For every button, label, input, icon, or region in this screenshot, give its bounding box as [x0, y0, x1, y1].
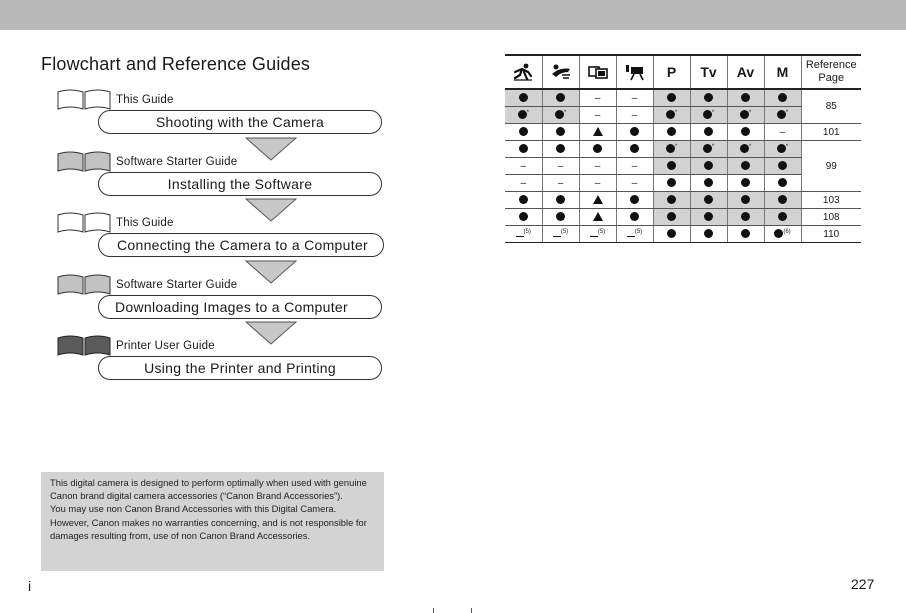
footnote-marker: * [785, 143, 789, 150]
available-dot [556, 144, 565, 153]
available-dot [741, 93, 750, 102]
table-row [505, 226, 861, 243]
available-dot [630, 212, 639, 221]
mode-av-header: Av [727, 55, 764, 89]
mode-tv-header: Tv [690, 55, 727, 89]
unavailable-dash: – [505, 175, 542, 192]
available-dot [667, 195, 676, 204]
available-dot [519, 127, 528, 136]
available-dot [703, 109, 715, 119]
available-dot [740, 109, 752, 119]
night-snapshot-icon [542, 55, 579, 89]
available-dot [741, 178, 750, 187]
reference-page-cell: 101 [801, 124, 861, 141]
flow-step-4 [52, 273, 392, 325]
book-icon [56, 150, 112, 172]
flow-action: Downloading Images to a Computer [98, 295, 382, 319]
available-dot [704, 178, 713, 187]
footnote-marker: * [711, 109, 715, 116]
stitch-assist-icon [579, 55, 616, 89]
available-dot [556, 127, 565, 136]
available-dot [667, 93, 676, 102]
guide-label: Printer User Guide [116, 340, 215, 352]
reference-page-cell: 110 [801, 226, 861, 243]
available-dot [556, 195, 565, 204]
accessories-notice [41, 472, 384, 571]
available-dot [704, 161, 713, 170]
available-dot [778, 178, 787, 187]
available-dot [778, 93, 787, 102]
available-dot [667, 229, 676, 238]
limited-triangle-icon [593, 212, 603, 221]
book-icon [56, 334, 112, 356]
crop-mark [471, 608, 472, 613]
book-icon [56, 88, 112, 110]
available-dot [630, 144, 639, 153]
available-dot [518, 110, 527, 119]
footnote-5: (5) [597, 228, 606, 235]
available-dot [666, 143, 678, 153]
available-dot [740, 143, 752, 153]
guide-label: Software Starter Guide [116, 279, 238, 291]
page-number-right: 227 [851, 576, 875, 592]
flow-action: Using the Printer and Printing [98, 356, 382, 380]
reference-page-cell: 108 [801, 209, 861, 226]
footnote-5: (5) [523, 228, 531, 235]
movie-icon [616, 55, 653, 89]
available-dot [777, 109, 789, 119]
available-dot [630, 127, 639, 136]
unavailable-dash: – [616, 175, 653, 192]
available-dot [704, 229, 713, 238]
flow-step-2 [52, 150, 392, 202]
guide-label: This Guide [116, 94, 174, 106]
available-dot [704, 93, 713, 102]
available-dot [777, 143, 789, 153]
available-dot [704, 212, 713, 221]
available-dot [778, 161, 787, 170]
unavailable-dash: – [616, 89, 653, 107]
footnote-marker: * [785, 109, 789, 116]
reference-page-cell: 103 [801, 192, 861, 209]
flow-action: Shooting with the Camera [98, 110, 382, 134]
unavailable-dash: – [579, 175, 616, 192]
available-dot [519, 144, 528, 153]
available-dot [593, 144, 602, 153]
limited-triangle-icon [593, 195, 603, 204]
available-dot [519, 93, 528, 102]
page-title: Flowchart and Reference Guides [41, 54, 311, 74]
unavailable-dash: – [579, 107, 616, 124]
table-row [505, 89, 861, 107]
footnote-6: (6) [783, 228, 791, 235]
available-dot [774, 229, 783, 238]
unavailable-mark [627, 231, 635, 237]
unavailable-dash: – [542, 175, 579, 192]
unavailable-dash: – [764, 124, 801, 141]
available-dot [667, 127, 676, 136]
notice-paragraph: This digital camera is designed to perform optimally when used with genuine Canon brand digital camera accessories (“Canon Brand Accessories”). [50, 477, 367, 502]
footnote-marker: * [748, 143, 752, 150]
available-dot [630, 195, 639, 204]
book-icon [56, 273, 112, 295]
footnote-5: (5) [634, 228, 643, 235]
available-dot [667, 212, 676, 221]
notice-paragraph: You may use non Canon Brand Accessories with this Digital Camera. However, Canon makes no warranties concerning, and is not responsible for damages resulting from, use of non Canon Brand Accessories. [50, 503, 367, 541]
flow-action: Installing the Software [98, 172, 382, 196]
limited-triangle-icon [593, 127, 603, 136]
crop-mark [433, 608, 434, 613]
available-dot [704, 195, 713, 204]
unavailable-dash: – [542, 158, 579, 175]
unavailable-mark [590, 231, 598, 237]
available-dot [741, 161, 750, 170]
available-dot [556, 93, 565, 102]
book-icon [56, 211, 112, 233]
footnote-marker: * [674, 109, 678, 116]
top-bar [0, 0, 906, 30]
available-dot [519, 212, 528, 221]
function-reference-table [505, 54, 861, 243]
available-dot [556, 212, 565, 221]
footnote-5: (5) [560, 228, 569, 235]
footnote-marker: * [748, 109, 752, 116]
flow-step-3 [52, 211, 392, 263]
available-dot [778, 195, 787, 204]
flow-action: Connecting the Camera to a Computer [98, 233, 384, 257]
reference-page-header: Reference Page [801, 55, 861, 89]
table-row [505, 124, 861, 141]
available-dot [703, 143, 715, 153]
unavailable-dash: – [616, 158, 653, 175]
sports-icon [505, 55, 542, 89]
footnote-marker: * [526, 109, 529, 116]
guide-label: Software Starter Guide [116, 156, 238, 168]
table-header-row [505, 55, 861, 89]
available-dot [555, 109, 567, 119]
mode-p-header: P [653, 55, 690, 89]
flow-step-5 [52, 334, 392, 386]
reference-page-cell: 85 [801, 89, 861, 124]
unavailable-dash: – [579, 158, 616, 175]
unavailable-dash: – [505, 158, 542, 175]
available-dot [519, 195, 528, 204]
unavailable-dash: – [616, 107, 653, 124]
footnote-marker: * [674, 143, 678, 150]
page-number-left: i [28, 578, 32, 594]
available-dot [666, 109, 678, 119]
available-dot [741, 212, 750, 221]
reference-page-cell: 99 [801, 141, 861, 192]
available-dot [741, 229, 750, 238]
available-dot [741, 195, 750, 204]
available-dot [667, 161, 676, 170]
unavailable-dash: – [579, 89, 616, 107]
available-dot [704, 127, 713, 136]
footnote-marker: * [563, 109, 567, 116]
unavailable-mark [553, 231, 561, 237]
available-dot [778, 212, 787, 221]
available-dot [741, 127, 750, 136]
footnote-marker: * [711, 143, 715, 150]
available-dot [667, 178, 676, 187]
mode-m-header: M [764, 55, 801, 89]
table-row [505, 192, 861, 209]
table-row [505, 209, 861, 226]
flow-step-1 [52, 88, 392, 140]
table-row [505, 141, 861, 158]
guide-label: This Guide [116, 217, 174, 229]
unavailable-mark [516, 231, 524, 237]
